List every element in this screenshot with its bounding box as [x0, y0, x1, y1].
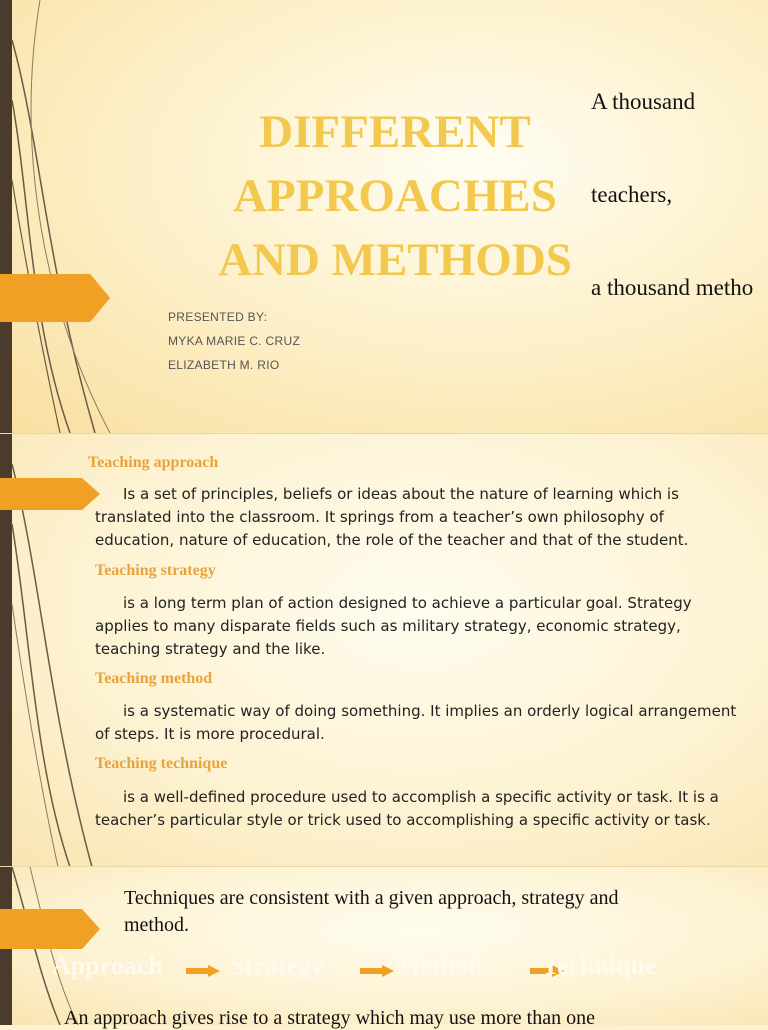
title-line: APPROACHES: [233, 170, 557, 222]
flow-strategy: Strategy: [230, 951, 324, 980]
definition-method: is a systematic way of doing something. It implies an orderly logical arrangement of steps. It is more procedural.: [95, 702, 737, 743]
techniques-statement: Techniques are consistent with a given approach, strategy and method.: [124, 887, 619, 936]
quote-line: a thousand metho: [591, 275, 754, 300]
quote-line: teachers,: [591, 182, 673, 207]
title-line: DIFFERENT: [259, 106, 531, 158]
quote-line: A thousand: [591, 89, 696, 114]
definition-technique: is a well-defined procedure used to accomplish a specific activity or task. It is a teacher’s particular style or trick used to accomplishing a specific activity or task.: [95, 788, 719, 829]
approach-flow: [52, 951, 752, 987]
term-technique: Teaching technique: [95, 755, 228, 772]
definition-strategy: is a long term plan of action designed to achieve a particular goal. Strategy applies to many disparate fields such as military strategy, economic strategy, teaching strategy and the like.: [95, 594, 692, 658]
presenters-block: [168, 305, 300, 377]
term-approach: Teaching approach: [88, 454, 219, 471]
flow-approach: Approach: [52, 951, 163, 980]
approach-bullet-text: An approach gives rise to a strategy which may use more than one: [64, 1007, 595, 1029]
title-line: AND METHODS: [218, 234, 572, 286]
definition-approach: Is a set of principles, beliefs or ideas about the nature of learning which is translated into the classroom. It springs from a teacher’s own philosophy of education, nature of education, the role of the teacher and that of the student.: [95, 485, 689, 549]
arrow-right-icon: [186, 965, 220, 977]
term-method: Teaching method: [95, 670, 213, 687]
quote-spacer: [591, 365, 753, 396]
flow-technique: Technique: [542, 951, 657, 980]
accent-arrow: [0, 478, 100, 510]
definitions-slide: [0, 433, 768, 867]
accent-arrow: [0, 909, 100, 949]
presenter-name: MYKA MARIE C. CRUZ: [168, 334, 301, 348]
title-slide: [0, 0, 768, 433]
flow-slide: [0, 866, 768, 1029]
arrow-right-icon: [360, 965, 394, 977]
term-strategy: Teaching strategy: [95, 562, 216, 579]
accent-arrow: [0, 274, 110, 322]
flow-method: Method: [396, 951, 483, 980]
presenter-name: ELIZABETH M. RIO: [168, 358, 280, 372]
presented-by-label: PRESENTED BY:: [168, 310, 268, 324]
decorative-curves: [0, 0, 120, 433]
slide-title: [180, 100, 610, 292]
